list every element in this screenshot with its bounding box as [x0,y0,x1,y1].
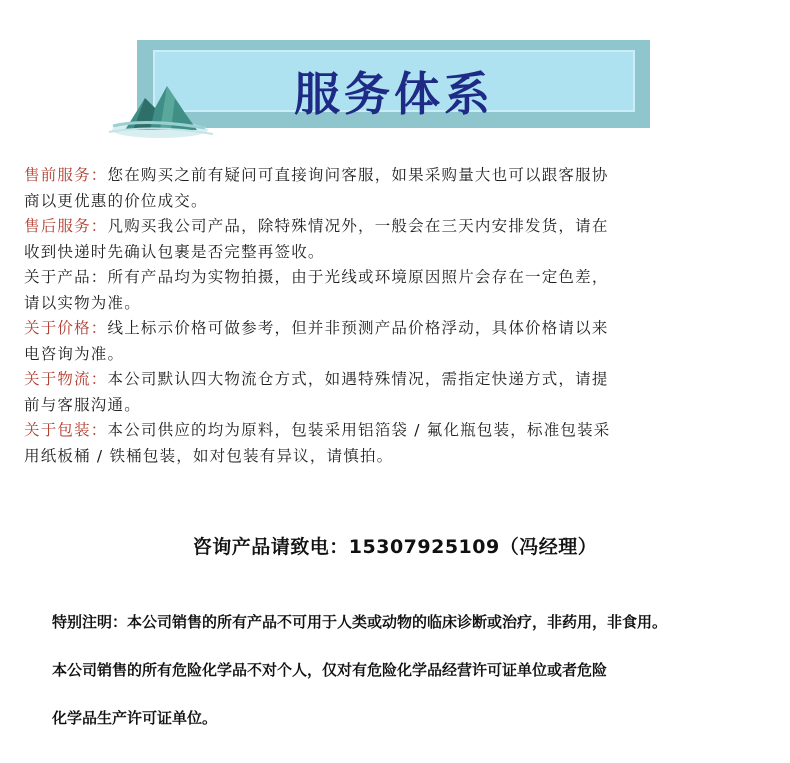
service-text: 线上标示价格可做参考，但并非预测产品价格浮动，具体价格请以来 [107,319,609,337]
service-item [24,367,764,393]
service-text-cont: 用纸板桶 / 铁桶包装，如对包装有异议，请慎拍。 [24,446,394,465]
contact-line: 咨询产品请致电：15307925109（冯经理） [192,536,598,558]
service-item [24,418,764,444]
mountain-logo-icon [105,68,215,148]
service-label: 关于包装： [24,421,108,439]
service-text-cont: 前与客服沟通。 [24,395,141,414]
page-title: 服务体系 [294,67,494,121]
banner [105,40,650,140]
service-text-cont: 收到快递时先确认包裹是否完整再签收。 [24,242,325,261]
service-item [24,265,764,291]
service-list [24,163,764,469]
service-text-cont: 请以实物为准。 [24,293,141,312]
notice-line-3: 化学品生产许可证单位。 [52,709,218,727]
service-label: 关于价格： [24,319,108,337]
service-text-cont: 电咨询为准。 [24,344,125,363]
banner-panel [153,50,635,121]
service-label: 关于物流： [24,370,108,388]
service-text: 本公司供应的均为原料，包装采用铝箔袋 / 氟化瓶包装，标准包装采 [107,421,611,439]
service-label: 售前服务： [24,166,108,184]
service-text: 本公司默认四大物流仓方式，如遇特殊情况，需指定快递方式，请提 [107,370,609,388]
service-text: 所有产品均为实物拍摄，由于光线或环境原因照片会存在一定色差， [107,268,609,286]
service-item [24,316,764,342]
notice-line-2: 本公司销售的所有危险化学品不对个人，仅对有危险化学品经营许可证单位或者危险 [52,661,608,679]
notice-line-1: 特别注明：本公司销售的所有产品不可用于人类或动物的临床诊断或治疗，非药用，非食用。 [52,613,668,631]
service-item [24,163,764,189]
service-label: 关于产品： [24,268,108,286]
service-item [24,214,764,240]
service-text: 您在购买之前有疑问可直接询问客服，如果采购量大也可以跟客服协 [107,166,609,184]
service-label: 售后服务： [24,217,108,235]
service-text: 凡购买我公司产品，除特殊情况外，一般会在三天内安排发货，请在 [107,217,609,235]
service-text-cont: 商以更优惠的价位成交。 [24,191,208,210]
